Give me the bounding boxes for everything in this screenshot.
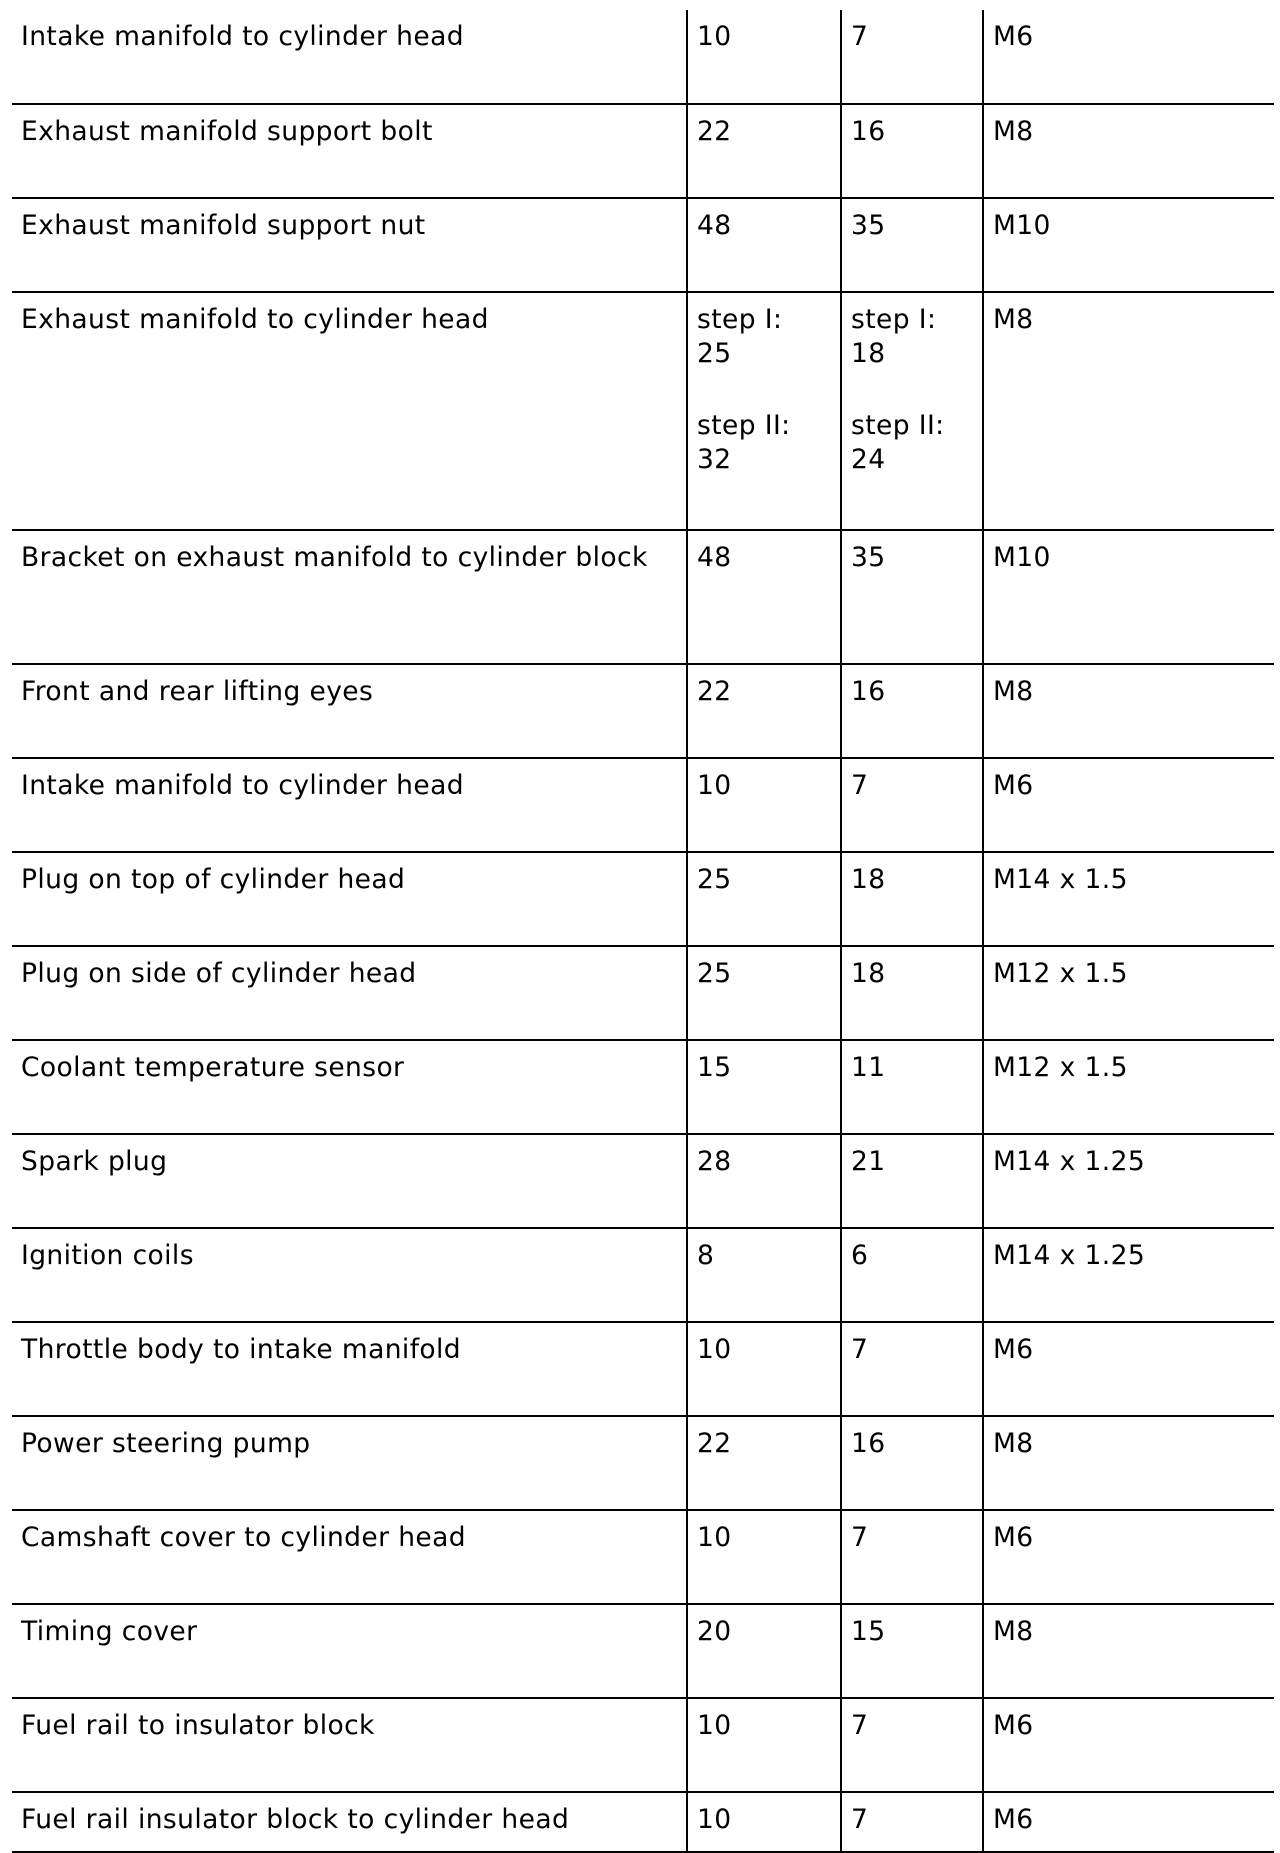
component-cell: Spark plug [12, 1134, 687, 1228]
torque-lbft-cell: 15 [841, 1604, 983, 1698]
component-cell: Coolant temperature sensor [12, 1040, 687, 1134]
thread-size-cell: M6 [983, 758, 1274, 852]
torque-lbft-cell: 7 [841, 758, 983, 852]
torque-nm-cell: 22 [687, 1416, 841, 1510]
component-cell: Plug on top of cylinder head [12, 852, 687, 946]
torque-step [851, 409, 973, 477]
torque-nm-cell: 25 [687, 852, 841, 946]
torque-lbft-cell: 16 [841, 664, 983, 758]
step-label: step II: [697, 410, 791, 441]
table-row [12, 1604, 1274, 1698]
torque-lbft-cell: 16 [841, 1416, 983, 1510]
table-row [12, 104, 1274, 198]
table-row [12, 1416, 1274, 1510]
table-row [12, 530, 1274, 664]
torque-lbft-cell: 7 [841, 1792, 983, 1852]
component-cell: Bracket on exhaust manifold to cylinder block [12, 530, 687, 664]
component-cell: Exhaust manifold support nut [12, 198, 687, 292]
torque-nm-cell: 15 [687, 1040, 841, 1134]
table-row [12, 292, 1274, 530]
table-row [12, 10, 1274, 104]
table-row [12, 946, 1274, 1040]
torque-lbft-cell: 7 [841, 10, 983, 104]
component-cell: Fuel rail insulator block to cylinder head [12, 1792, 687, 1852]
torque-nm-cell: 25 [687, 946, 841, 1040]
torque-nm-cell: 10 [687, 10, 841, 104]
step-label: step I: [851, 304, 937, 335]
table-row [12, 1322, 1274, 1416]
torque-step [697, 409, 831, 477]
step-label: step I: [697, 304, 783, 335]
thread-size-cell: M8 [983, 292, 1274, 530]
torque-lbft-cell: 6 [841, 1228, 983, 1322]
thread-size-cell: M14 x 1.25 [983, 1134, 1274, 1228]
torque-nm-cell: 48 [687, 530, 841, 664]
torque-lbft-cell: 7 [841, 1322, 983, 1416]
torque-nm-cell [687, 292, 841, 530]
torque-nm-cell: 10 [687, 1792, 841, 1852]
table-row [12, 664, 1274, 758]
thread-size-cell: M10 [983, 530, 1274, 664]
thread-size-cell: M14 x 1.5 [983, 852, 1274, 946]
component-cell: Plug on side of cylinder head [12, 946, 687, 1040]
table-row [12, 1792, 1274, 1852]
step-value: 18 [851, 338, 886, 369]
component-cell: Ignition coils [12, 1228, 687, 1322]
component-cell: Intake manifold to cylinder head [12, 10, 687, 104]
torque-step [851, 303, 973, 371]
torque-nm-cell: 10 [687, 1698, 841, 1792]
table-row [12, 1228, 1274, 1322]
torque-lbft-cell: 35 [841, 198, 983, 292]
thread-size-cell: M6 [983, 1792, 1274, 1852]
thread-size-cell: M8 [983, 1604, 1274, 1698]
component-cell: Camshaft cover to cylinder head [12, 1510, 687, 1604]
component-cell: Power steering pump [12, 1416, 687, 1510]
table-row [12, 1698, 1274, 1792]
thread-size-cell: M8 [983, 664, 1274, 758]
component-cell: Fuel rail to insulator block [12, 1698, 687, 1792]
torque-table-body [12, 10, 1274, 1852]
component-cell: Exhaust manifold support bolt [12, 104, 687, 198]
table-row [12, 758, 1274, 852]
step-value: 32 [697, 444, 732, 475]
torque-nm-cell: 10 [687, 1510, 841, 1604]
torque-step [697, 303, 831, 371]
component-cell: Intake manifold to cylinder head [12, 758, 687, 852]
torque-lbft-cell: 18 [841, 852, 983, 946]
component-cell: Timing cover [12, 1604, 687, 1698]
torque-nm-cell: 22 [687, 104, 841, 198]
thread-size-cell: M6 [983, 10, 1274, 104]
thread-size-cell: M12 x 1.5 [983, 946, 1274, 1040]
torque-nm-cell: 10 [687, 1322, 841, 1416]
torque-nm-cell: 28 [687, 1134, 841, 1228]
step-label: step II: [851, 410, 945, 441]
thread-size-cell: M6 [983, 1510, 1274, 1604]
torque-lbft-cell [841, 292, 983, 530]
torque-nm-cell: 10 [687, 758, 841, 852]
step-value: 24 [851, 444, 886, 475]
thread-size-cell: M14 x 1.25 [983, 1228, 1274, 1322]
thread-size-cell: M12 x 1.5 [983, 1040, 1274, 1134]
component-cell: Front and rear lifting eyes [12, 664, 687, 758]
table-row [12, 1510, 1274, 1604]
thread-size-cell: M10 [983, 198, 1274, 292]
torque-nm-cell: 8 [687, 1228, 841, 1322]
torque-lbft-cell: 16 [841, 104, 983, 198]
thread-size-cell: M6 [983, 1698, 1274, 1792]
component-cell: Exhaust manifold to cylinder head [12, 292, 687, 530]
torque-nm-cell: 20 [687, 1604, 841, 1698]
component-cell: Throttle body to intake manifold [12, 1322, 687, 1416]
torque-lbft-cell: 7 [841, 1698, 983, 1792]
table-row [12, 852, 1274, 946]
thread-size-cell: M6 [983, 1322, 1274, 1416]
table-row [12, 1134, 1274, 1228]
table-row [12, 1040, 1274, 1134]
torque-lbft-cell: 21 [841, 1134, 983, 1228]
thread-size-cell: M8 [983, 104, 1274, 198]
torque-lbft-cell: 7 [841, 1510, 983, 1604]
torque-lbft-cell: 18 [841, 946, 983, 1040]
table-row [12, 198, 1274, 292]
torque-nm-cell: 22 [687, 664, 841, 758]
torque-spec-table [12, 10, 1274, 1853]
torque-lbft-cell: 11 [841, 1040, 983, 1134]
torque-lbft-cell: 35 [841, 530, 983, 664]
torque-nm-cell: 48 [687, 198, 841, 292]
step-value: 25 [697, 338, 732, 369]
thread-size-cell: M8 [983, 1416, 1274, 1510]
